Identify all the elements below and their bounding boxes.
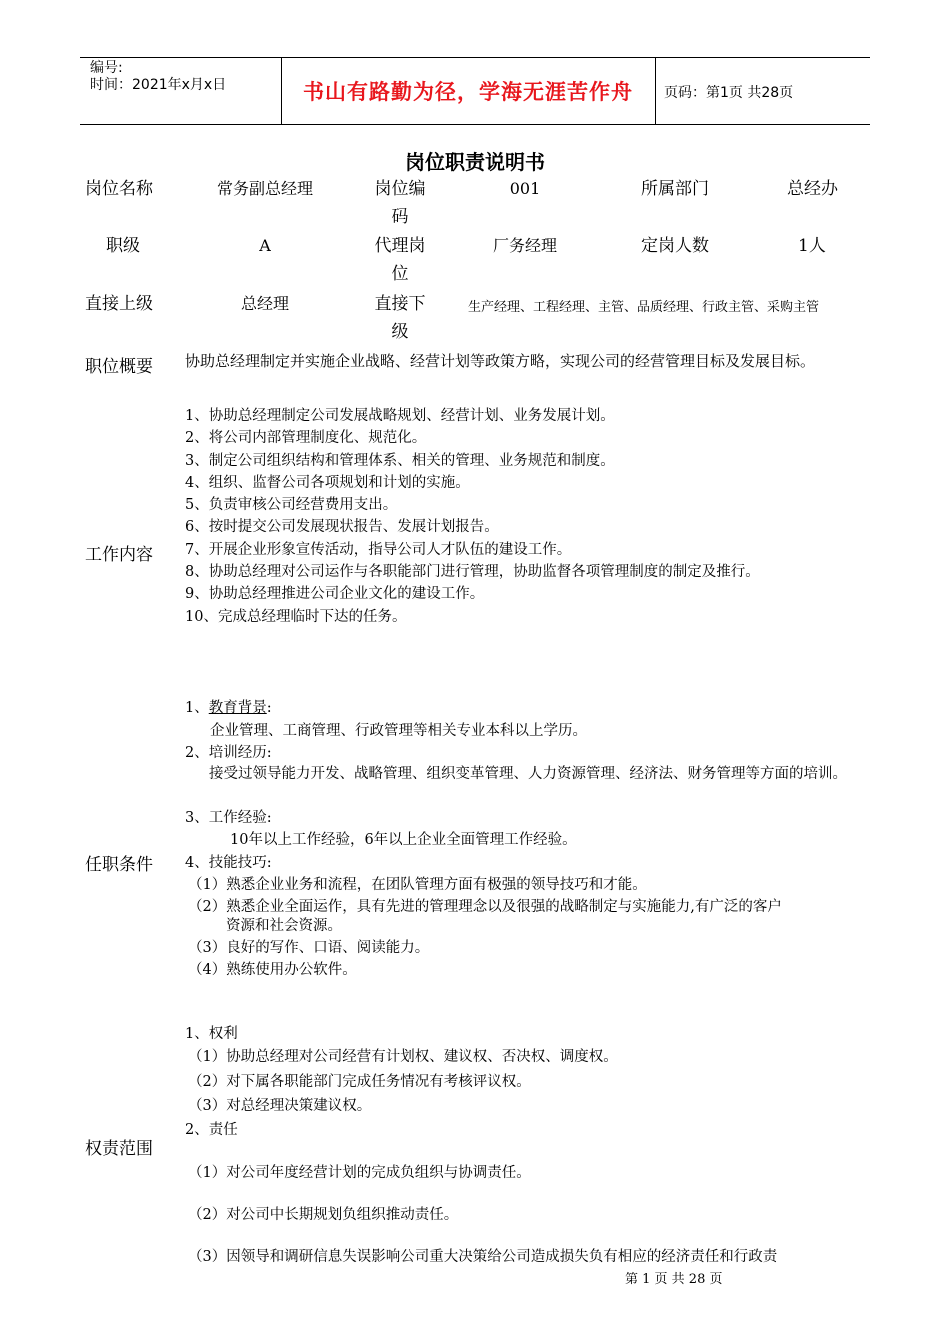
overview-label: 职位概要 xyxy=(85,357,153,377)
education-text: 企业管理、工商管理、行政管理等相关专业本科以上学历。 xyxy=(210,723,587,739)
list-item: 3、制定公司组织结构和管理体系、相关的管理、业务规范和制度。 xyxy=(185,452,615,469)
subordinate-label: 直接下级 xyxy=(374,294,426,342)
skills-title: 4、技能技巧: xyxy=(185,855,272,871)
experience-title: 3、工作经验: xyxy=(185,810,272,826)
document-title: 岗位职责说明书 xyxy=(405,150,545,174)
header-divider-right xyxy=(655,57,656,125)
header-bottom-rule xyxy=(80,124,870,125)
header-meta xyxy=(90,60,226,94)
position-name-value: 常务副总经理 xyxy=(216,179,313,198)
page-footer: 第 1 页 共 28 页 xyxy=(625,1272,723,1287)
right-item: （1）协助总经理对公司经营有计划权、建议权、否决权、调度权。 xyxy=(188,1049,618,1065)
list-item: 6、按时提交公司发展现状报告、发展计划报告。 xyxy=(185,519,499,536)
header-motto: 书山有路勤为径，学海无涯苦作舟 xyxy=(303,79,633,104)
experience-text: 10年以上工作经验，6年以上企业全面管理工作经验。 xyxy=(230,832,577,848)
deputy-label: 代理岗位 xyxy=(374,236,426,284)
list-item: 8、协助总经理对公司运作与各职能部门进行管理，协助监督各项管理制度的制定及推行。 xyxy=(185,564,760,581)
skill-item: （4）熟练使用办公软件。 xyxy=(188,962,357,978)
skill-item: （1）熟悉企业业务和流程，在团队管理方面有极强的领导技巧和才能。 xyxy=(188,877,647,893)
department-label: 所属部门 xyxy=(641,179,709,199)
deputy-value: 厂务经理 xyxy=(492,236,557,255)
skill-item: （3）良好的写作、口语、阅读能力。 xyxy=(188,940,430,956)
level-value: A xyxy=(259,236,271,255)
serial-label: 编号: xyxy=(90,60,123,76)
duties-list xyxy=(185,405,760,628)
position-name-label: 岗位名称 xyxy=(85,179,153,199)
position-code-value: 001 xyxy=(509,179,541,198)
headcount-label: 定岗人数 xyxy=(641,236,709,256)
superior-label: 直接上级 xyxy=(85,294,153,314)
authority-label: 权责范围 xyxy=(85,1139,153,1159)
rights-title: 1、权利 xyxy=(185,1026,238,1042)
superior-value: 总经理 xyxy=(240,294,289,313)
right-item: （3）对总经理决策建议权。 xyxy=(188,1098,372,1114)
list-item: 10、完成总经理临时下达的任务。 xyxy=(185,608,407,625)
level-label: 职级 xyxy=(106,236,140,256)
date-label: 时间：2021年x月x日 xyxy=(90,77,227,93)
subordinate-value: 生产经理、工程经理、主管、品质经理、行政主管、采购主管 xyxy=(468,300,820,315)
skill-item: （2）熟悉企业全面运作，具有先进的管理理念以及很强的战略制定与实施能力,有广泛的客户 xyxy=(188,899,782,915)
responsibility-item: （2）对公司中长期规划负组织推动责任。 xyxy=(188,1207,459,1223)
header-page-info: 页码：第1页 共28页 xyxy=(664,85,794,101)
list-item: 2、将公司内部管理制度化、规范化。 xyxy=(185,430,427,447)
duties-label: 工作内容 xyxy=(85,545,153,565)
responsibility-item: （1）对公司年度经营计划的完成负组织与协调责任。 xyxy=(188,1165,531,1181)
list-item: 5、负责审核公司经营费用支出。 xyxy=(185,497,398,514)
list-item: 7、开展企业形象宣传活动，指导公司人才队伍的建设工作。 xyxy=(185,541,572,558)
header-top-rule xyxy=(80,57,870,58)
education-title: 教育背景 xyxy=(208,700,267,716)
education-heading: 1、教育背景: xyxy=(185,700,272,716)
responsibility-item: （3）因领导和调研信息失误影响公司重大决策给公司造成损失负有相应的经济责任和行政责 xyxy=(188,1249,778,1265)
position-code-label: 岗位编码 xyxy=(374,179,426,227)
department-value: 总经办 xyxy=(787,179,838,199)
headcount-value: 1人 xyxy=(798,236,826,256)
qualifications-label: 任职条件 xyxy=(85,855,153,875)
training-text: 接受过领导能力开发、战略管理、组织变革管理、人力资源管理、经济法、财务管理等方面的培训。 xyxy=(209,766,847,782)
responsibility-title: 2、责任 xyxy=(185,1122,238,1138)
training-title: 2、培训经历: xyxy=(185,745,272,761)
skill-item-cont: 资源和社会资源。 xyxy=(226,918,342,934)
right-item: （2）对下属各职能部门完成任务情况有考核评议权。 xyxy=(188,1074,531,1090)
overview-text: 协助总经理制定并实施企业战略、经营计划等政策方略，实现公司的经营管理目标及发展目标。 xyxy=(185,352,816,370)
list-item: 9、协助总经理推进公司企业文化的建设工作。 xyxy=(185,586,485,603)
list-item: 1、协助总经理制定公司发展战略规划、经营计划、业务发展计划。 xyxy=(185,408,615,424)
list-item: 4、组织、监督公司各项规划和计划的实施。 xyxy=(185,474,470,491)
